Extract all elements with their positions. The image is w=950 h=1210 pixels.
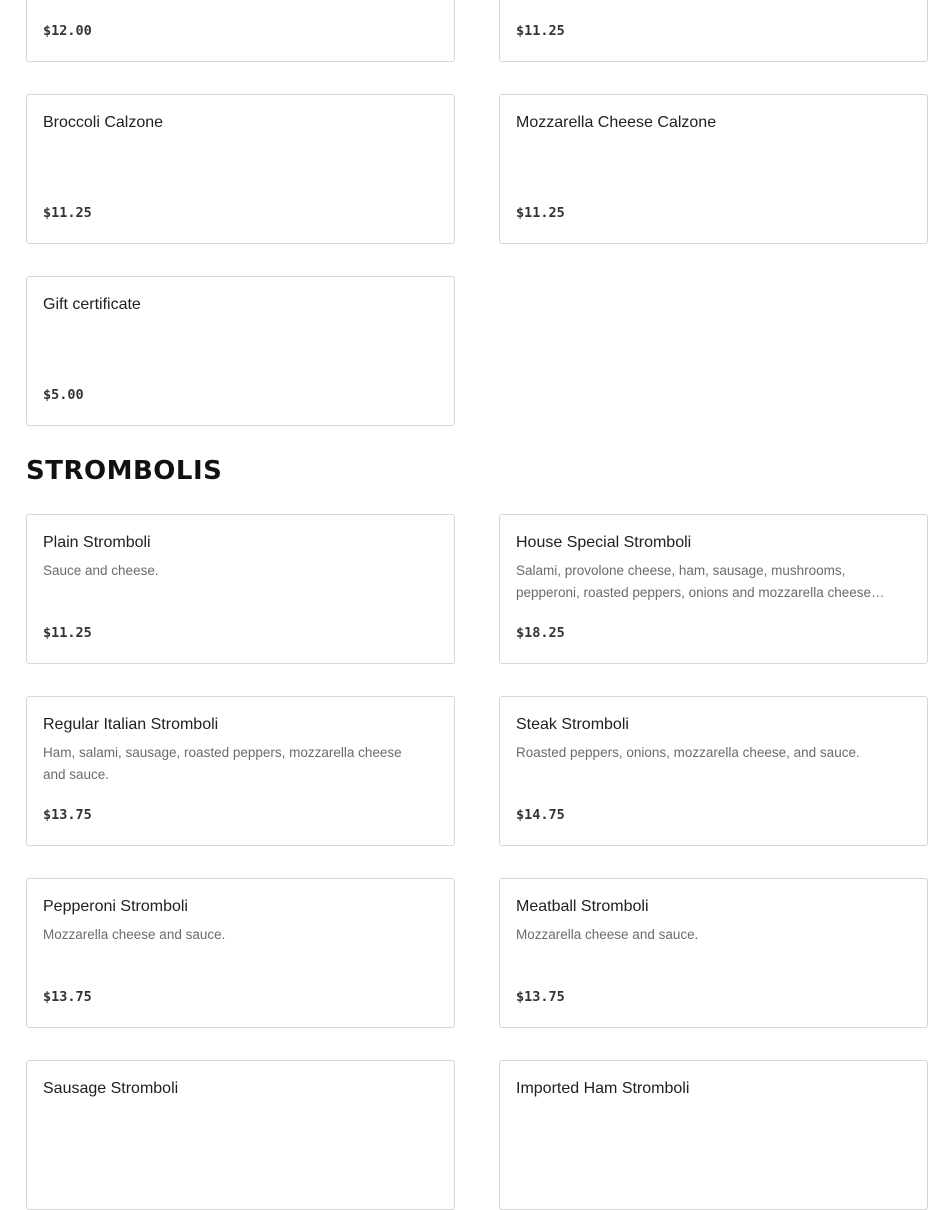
item-description: Sauce and cheese. — [43, 563, 159, 578]
item-name: Broccoli Calzone — [43, 114, 164, 131]
menu-item-card[interactable] — [26, 514, 455, 664]
item-name: Mozzarella Cheese Calzone — [516, 114, 717, 131]
item-price: $13.75 — [516, 989, 565, 1005]
item-price: $13.75 — [43, 807, 92, 823]
item-price: $11.25 — [43, 205, 92, 221]
item-price: $12.00 — [43, 23, 92, 39]
item-price: $13.75 — [43, 989, 92, 1005]
menu-item-card[interactable] — [499, 878, 928, 1028]
menu-item-card[interactable] — [499, 1060, 928, 1210]
section-title: STROMBOLIS — [26, 456, 223, 486]
item-price: $5.00 — [43, 387, 84, 403]
item-price: $14.75 — [516, 807, 565, 823]
item-price: $11.25 — [516, 23, 565, 39]
menu-item-card[interactable] — [26, 1060, 455, 1210]
item-price: $18.25 — [516, 625, 565, 641]
menu-item-card[interactable] — [26, 0, 455, 62]
item-name: House Special Stromboli — [516, 534, 692, 551]
menu-item-card[interactable] — [499, 514, 928, 664]
item-name: Sausage Stromboli — [43, 1080, 179, 1097]
menu-item-card[interactable] — [499, 0, 928, 62]
menu-item-card[interactable] — [26, 878, 455, 1028]
menu-item-card[interactable] — [499, 696, 928, 846]
menu-item-card[interactable] — [26, 696, 455, 846]
item-description: Roasted peppers, onions, mozzarella cheese, and sauce. — [516, 745, 860, 760]
item-name: Meatball Stromboli — [516, 898, 649, 915]
item-name: Regular Italian Stromboli — [43, 716, 219, 733]
item-price: $11.25 — [516, 205, 565, 221]
menu-item-card[interactable] — [26, 94, 455, 244]
item-name: Pepperoni Stromboli — [43, 898, 188, 915]
item-name: Steak Stromboli — [516, 716, 629, 733]
menu-item-card[interactable] — [26, 276, 455, 426]
item-name: Plain Stromboli — [43, 534, 151, 551]
item-description: Salami, provolone cheese, ham, sausage, mushrooms, pepperoni, roasted peppers, onions and mozzarella cheese… — [516, 563, 885, 600]
menu-item-card[interactable] — [499, 94, 928, 244]
item-description: Mozzarella cheese and sauce. — [43, 927, 226, 942]
item-price: $11.25 — [43, 625, 92, 641]
item-description: Mozzarella cheese and sauce. — [516, 927, 699, 942]
item-name: Imported Ham Stromboli — [516, 1080, 690, 1097]
item-description: Ham, salami, sausage, roasted peppers, mozzarella cheese and sauce. — [43, 745, 402, 782]
item-name: Gift certificate — [43, 296, 141, 313]
